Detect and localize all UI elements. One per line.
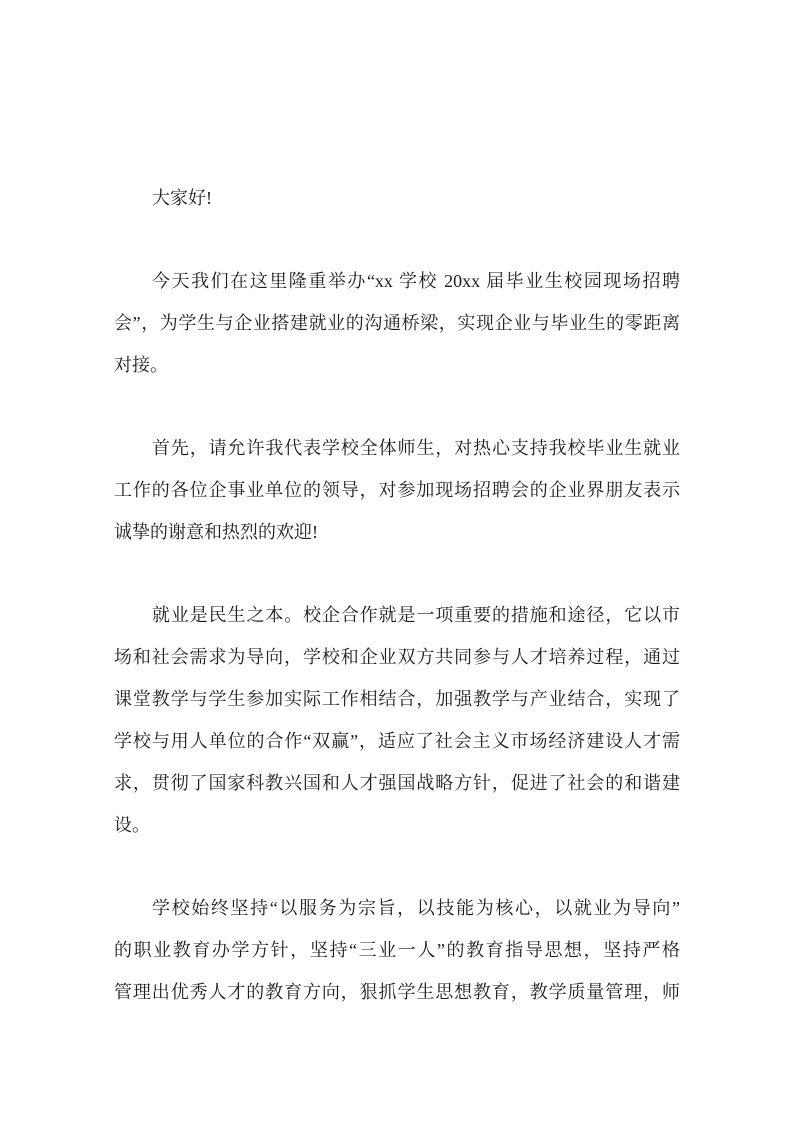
text-line: 诚挚的谢意和热烈的欢迎! — [114, 522, 318, 542]
text-line: 对接。 — [114, 355, 168, 375]
paragraph — [114, 260, 680, 386]
text-line: 设。 — [114, 815, 150, 835]
text-line: 就业是民生之本。校企合作就是一项重要的措施和途径，它以市 — [152, 605, 680, 625]
paragraph — [114, 594, 680, 846]
text-line: 的职业教育办学方针，坚持“三业一人”的教育指导思想，坚持严格 — [114, 940, 680, 960]
paragraph — [114, 177, 680, 219]
text-line: 课堂教学与学生参加实际工作相结合，加强教学与产业结合，实现了 — [114, 689, 680, 709]
text-line: 工作的各位企事业单位的领导，对参加现场招聘会的企业界朋友表示 — [114, 480, 680, 500]
text-line: 学校始终坚持“以服务为宗旨，以技能为核心，以就业为导向” — [152, 898, 680, 918]
text-line: 今天我们在这里隆重举办“xx 学校 20xx 届毕业生校园现场招聘 — [152, 271, 680, 291]
text-line: 大家好! — [152, 188, 212, 208]
document-body — [114, 177, 680, 1013]
text-line: 首先，请允许我代表学校全体师生，对热心支持我校毕业生就业 — [152, 438, 680, 458]
text-line: 管理出优秀人才的教育方向，狠抓学生思想教育，教学质量管理，师 — [114, 982, 680, 1002]
paragraph — [114, 427, 680, 553]
paragraph — [114, 887, 680, 1013]
text-line: 会”，为学生与企业搭建就业的沟通桥梁，实现企业与毕业生的零距离 — [114, 313, 680, 333]
text-line: 求，贯彻了国家科教兴国和人才强国战略方针，促进了社会的和谐建 — [114, 773, 680, 793]
text-line: 场和社会需求为导向，学校和企业双方共同参与人才培养过程，通过 — [114, 647, 680, 667]
text-line: 学校与用人单位的合作“双赢”，适应了社会主义市场经济建设人才需 — [114, 731, 680, 751]
